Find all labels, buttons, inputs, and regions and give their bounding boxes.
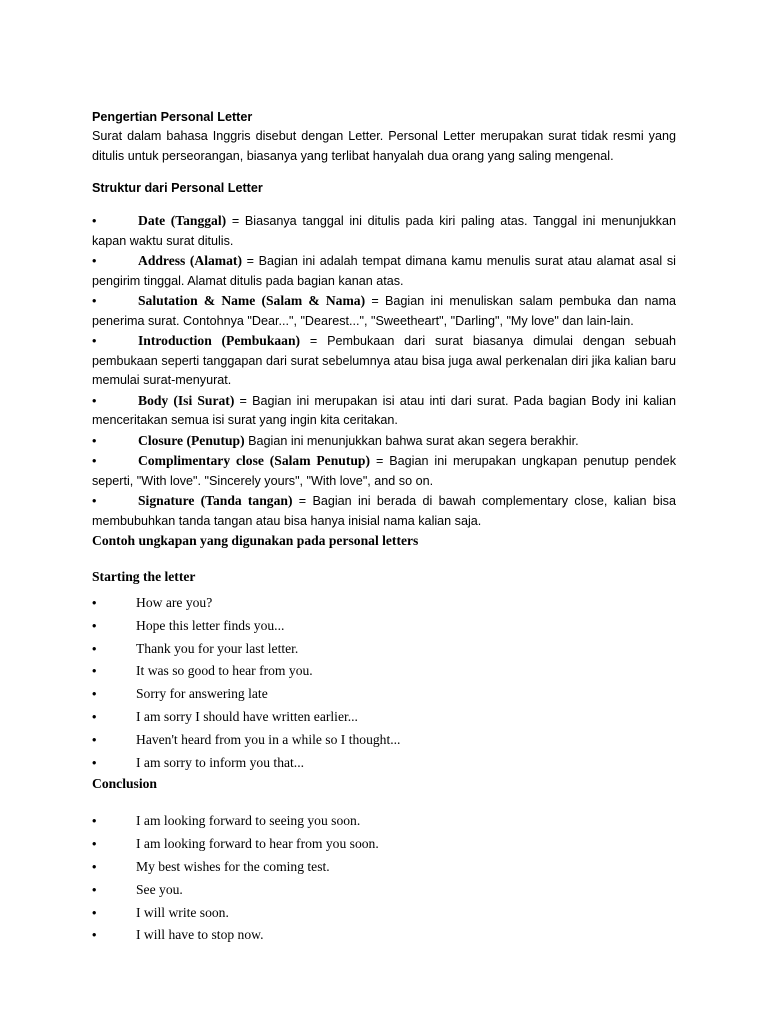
bullet-icon: • — [92, 814, 97, 829]
bullet-icon: • — [92, 641, 97, 656]
list-item — [92, 856, 676, 879]
section-paragraph-pengertian: Surat dalam bahasa Inggris disebut dengan Letter. Personal Letter merupakan surat tidak resmi yang ditulis untuk perseorangan, biasanya yang terlibat hanyalah dua orang yang saling mengenal. — [92, 129, 676, 163]
list-item — [92, 683, 676, 706]
bullet-icon: • — [92, 905, 97, 920]
bullet-icon: • — [92, 837, 97, 852]
list-item — [92, 491, 676, 531]
list-item-text: Haven't heard from you in a while so I thought... — [136, 731, 401, 747]
bullet-icon: • — [92, 882, 97, 897]
list-item-text: I am sorry I should have written earlier... — [136, 708, 358, 724]
list-item-text: I am sorry to inform you that... — [136, 754, 305, 770]
list-item — [92, 810, 676, 833]
list-item — [92, 924, 676, 947]
bullet-icon: • — [92, 755, 97, 770]
list-item-text: = Biasanya tanggal ini ditulis pada kiri paling atas. Tanggal ini menunjukkan kapan waktu surat ditulis. — [92, 214, 676, 248]
section-heading-pengertian: Pengertian Personal Letter — [92, 110, 253, 124]
list-item-text: I am looking forward to hear from you soon. — [136, 836, 379, 852]
bullet-icon: • — [92, 454, 97, 468]
list-item-text: Sorry for answering late — [136, 686, 268, 702]
list-item-term: Salutation & Name (Salam & Nama) — [138, 293, 366, 308]
bullet-icon: • — [92, 494, 97, 508]
list-item — [92, 331, 676, 391]
list-item — [92, 211, 676, 251]
list-item-text: I am looking forward to seeing you soon. — [136, 813, 361, 829]
bullet-icon: • — [92, 393, 97, 408]
list-item — [92, 431, 676, 452]
list-item-text: = Bagian ini merupakan isi atau inti dari surat. Pada bagian Body ini kalian menceritakan semua isi surat yang ingin kita ceritakan. — [92, 393, 676, 427]
spacer — [92, 550, 676, 567]
list-item-term: Date (Tanggal) — [138, 213, 227, 228]
subheading-starting-the-letter: Starting the letter — [92, 569, 196, 584]
bullet-icon: • — [92, 709, 97, 724]
list-item — [92, 615, 676, 638]
bullet-icon: • — [92, 687, 97, 702]
list-item-text: Bagian ini menunjukkan bahwa surat akan segera berakhir. — [244, 433, 579, 448]
list-item-text: How are you? — [136, 595, 213, 610]
spacer — [92, 166, 676, 179]
list-item-text: I will have to stop now. — [136, 927, 264, 943]
bullet-icon: • — [92, 294, 97, 308]
list-item-text: I will write soon. — [136, 904, 229, 920]
list-item-text: My best wishes for the coming test. — [136, 858, 330, 874]
list-item-text: = Pembukaan dari surat biasanya dimulai dengan sebuah pembukaan seperti tanggapan dari surat sebelumnya atau bisa juga awal perkenalan diri jika kalian baru memulai surat-menyurat. — [92, 334, 676, 387]
list-item — [92, 706, 676, 729]
bullet-icon: • — [92, 859, 97, 874]
list-item-text: = Bagian ini adalah tempat dimana kamu menulis surat atau alamat asal si pengirim tinggal. Alamat ditulis pada bagian kanan atas. — [92, 254, 676, 288]
spacer — [92, 198, 676, 211]
bullet-icon: • — [92, 214, 97, 228]
list-item — [92, 879, 676, 902]
list-item — [92, 391, 676, 431]
list-item-term: Complimentary close (Salam Penutup) — [138, 453, 371, 468]
list-item — [92, 251, 676, 291]
list-item-term: Body (Isi Surat) — [138, 392, 235, 408]
list-item — [92, 451, 676, 491]
subheading-conclusion: Conclusion — [92, 776, 157, 792]
list-item-text: = Bagian ini menuliskan salam pembuka dan nama penerima surat. Contohnya "Dear...", "Dearest...", "Sweetheart", "Darling", "My love" dan lain-lain. — [92, 294, 676, 328]
bullet-icon: • — [92, 928, 97, 943]
list-item-text: = Bagian ini berada di bawah complementary close, kalian bisa membubuhkan tanda tangan atau bisa hanya inisial nama kalian saja. — [92, 494, 676, 528]
list-item — [92, 729, 676, 752]
list-item — [92, 291, 676, 331]
list-item-term: Introduction (Pembukaan) — [138, 333, 301, 348]
list-item — [92, 752, 676, 775]
bullet-icon: • — [92, 732, 97, 747]
list-item — [92, 660, 676, 683]
list-item-text: See you. — [136, 881, 183, 897]
bullet-icon: • — [92, 254, 97, 268]
bullet-icon: • — [92, 596, 97, 610]
bullet-icon: • — [92, 618, 97, 633]
bullet-icon: • — [92, 334, 97, 348]
bullet-icon: • — [92, 664, 97, 679]
list-item-text: = Bagian ini merupakan ungkapan penutup pendek seperti, "With love". "Sincerely yours", "With love", and so on. — [92, 454, 676, 488]
list-item — [92, 833, 676, 856]
section-heading-contoh: Contoh ungkapan yang digunakan pada personal letters — [92, 533, 419, 548]
list-item-text: Thank you for your last letter. — [136, 640, 299, 656]
spacer — [92, 793, 676, 810]
list-item-text: Hope this letter finds you... — [136, 617, 285, 633]
section-heading-struktur: Struktur dari Personal Letter — [92, 181, 263, 195]
struktur-list — [92, 211, 676, 531]
list-item-term: Signature (Tanda tangan) — [138, 493, 293, 508]
starting-the-letter-list — [92, 592, 676, 774]
list-item — [92, 902, 676, 925]
list-item-text: It was so good to hear from you. — [136, 663, 313, 679]
list-item — [92, 592, 676, 615]
list-item-term: Closure (Penutup) — [138, 432, 245, 448]
bullet-icon: • — [92, 433, 97, 448]
conclusion-list — [92, 810, 676, 947]
list-item — [92, 638, 676, 661]
list-item-term: Address (Alamat) — [138, 253, 242, 268]
